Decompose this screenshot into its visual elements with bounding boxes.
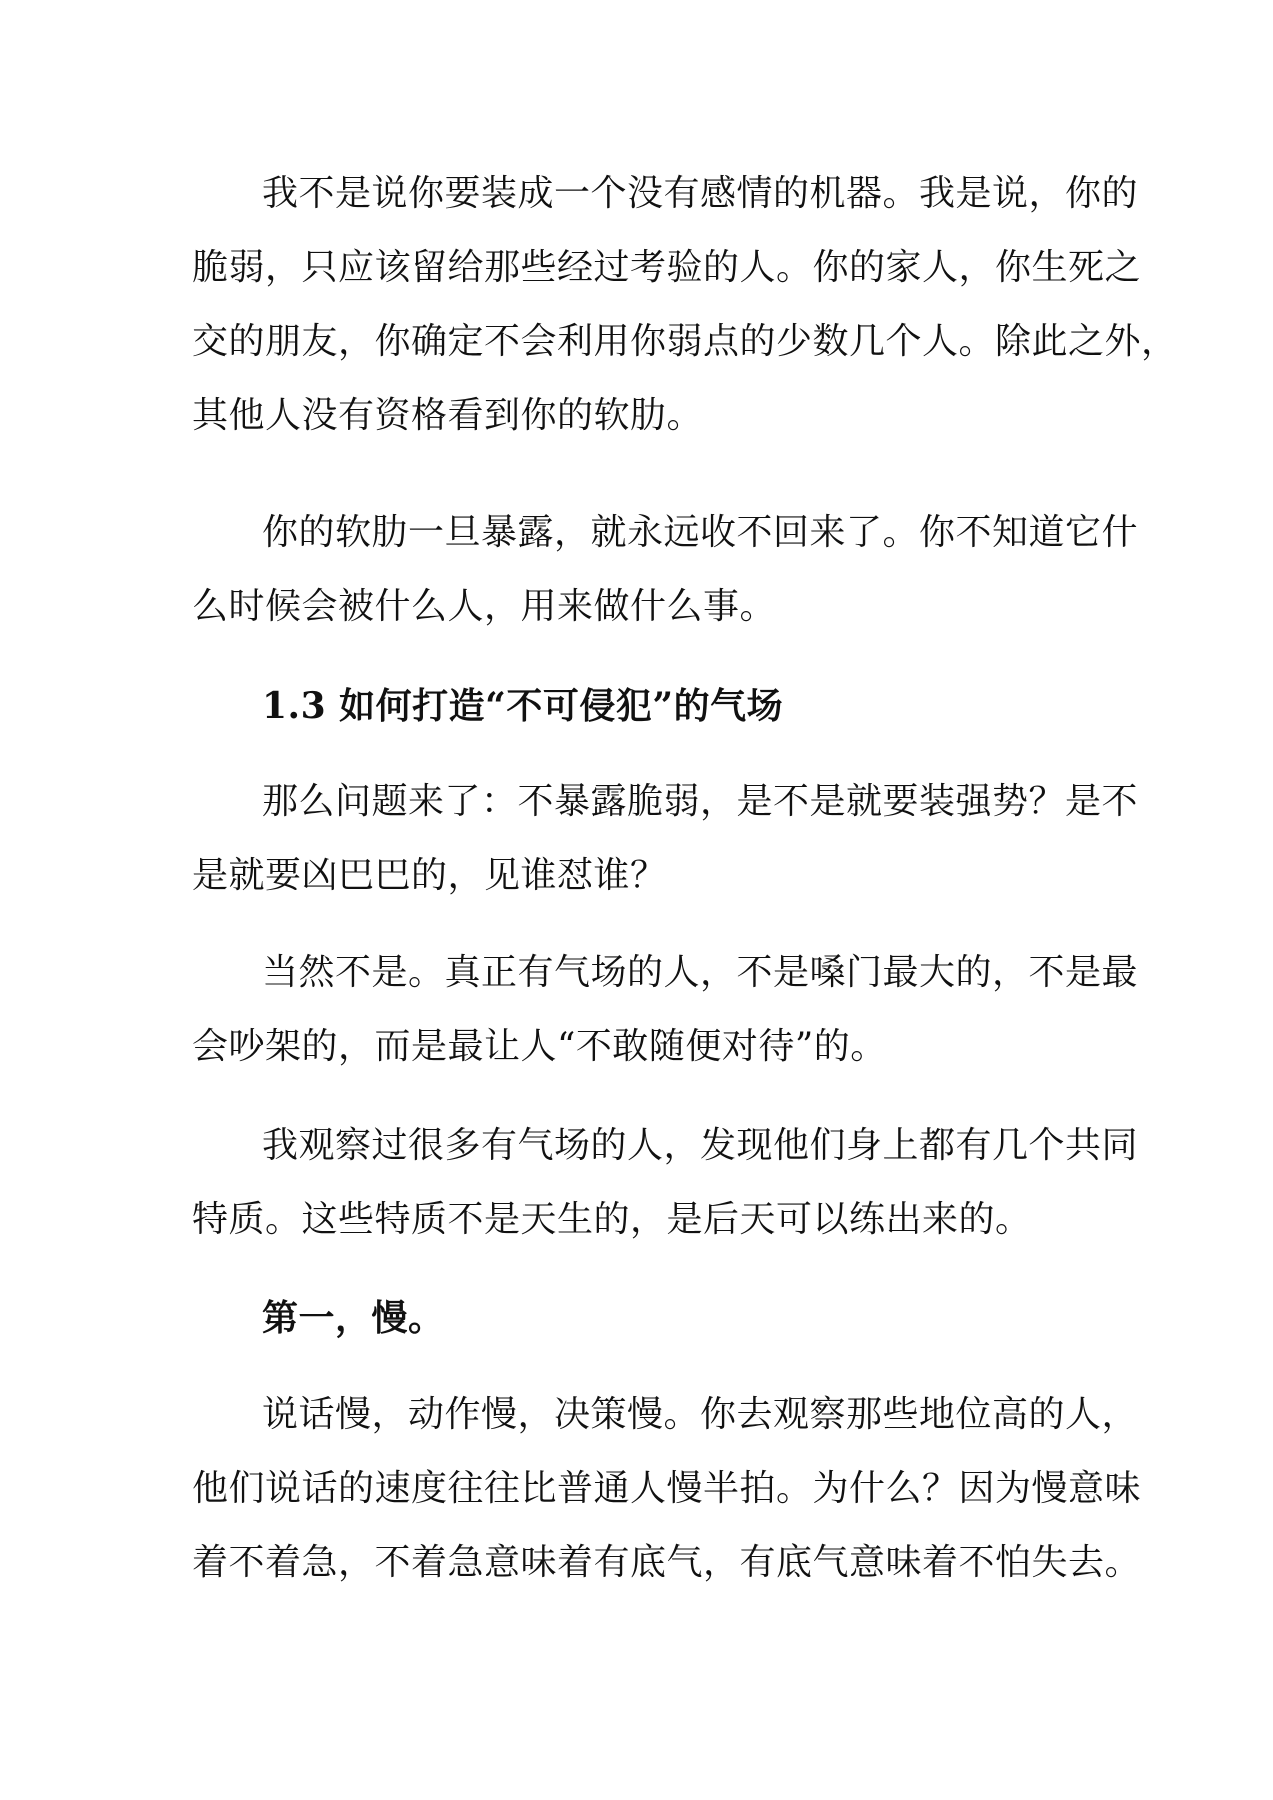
paragraph-line: 是就要凶巴巴的，见谁怼谁？ (192, 855, 667, 896)
paragraph-line: 么时候会被什么人，用来做什么事。 (192, 586, 777, 627)
paragraph-line: 着不着急，不着急意味着有底气，有底气意味着不怕失去。 (192, 1542, 1142, 1583)
paragraph-line: 脆弱，只应该留给那些经过考验的人。你的家人，你生死之 (192, 247, 1142, 288)
paragraph-line: 交的朋友，你确定不会利用你弱点的少数几个人。除此之外， (192, 321, 1178, 362)
paragraph-line: 你的软肋一旦暴露，就永远收不回来了。你不知道它什 (262, 512, 1139, 553)
paragraph-line: 说话慢，动作慢，决策慢。你去观察那些地位高的人， (262, 1394, 1139, 1435)
paragraph-line: 当然不是。真正有气场的人，不是嗓门最大的，不是最 (262, 952, 1139, 993)
paragraph-line: 特质。这些特质不是天生的，是后天可以练出来的。 (192, 1199, 1032, 1240)
paragraph-line: 我观察过很多有气场的人，发现他们身上都有几个共同 (262, 1125, 1139, 1166)
section-heading: 1.3 如何打造“不可侵犯”的气场 (262, 685, 784, 727)
paragraph-line: 我不是说你要装成一个没有感情的机器。我是说，你的 (262, 173, 1139, 214)
paragraph-line: 那么问题来了：不暴露脆弱，是不是就要装强势？是不 (262, 781, 1139, 822)
paragraph-line: 会吵架的，而是最让人“不敢随便对待”的。 (192, 1026, 887, 1067)
paragraph-line: 其他人没有资格看到你的软肋。 (192, 395, 704, 436)
paragraph-line: 他们说话的速度往往比普通人慢半拍。为什么？因为慢意味 (192, 1468, 1142, 1509)
subheading: 第一，慢。 (262, 1297, 445, 1339)
